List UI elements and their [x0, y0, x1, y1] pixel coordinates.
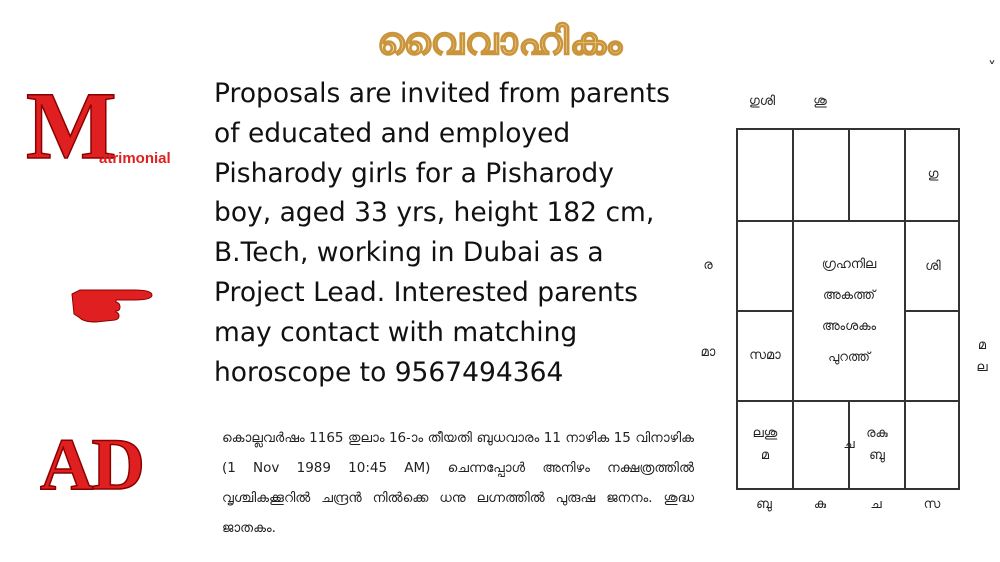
corner-mark: ˅	[988, 58, 996, 77]
proposal-line: boy, aged 33 yrs, height 182 cm,	[214, 197, 655, 229]
horoscope-right-label: ല	[976, 360, 988, 375]
horoscope-cell-r3c1: സമാ	[749, 348, 781, 363]
horoscope-chart	[736, 128, 960, 490]
horoscope-center	[794, 222, 904, 400]
proposal-line: of educated and employed	[214, 117, 571, 149]
matrimonial-label: atrimonial	[99, 150, 171, 167]
horoscope-center-text: ഗ്രഹനില	[821, 257, 877, 272]
horoscope-top-label: ഗുശി	[748, 94, 776, 109]
proposal-line: horoscope to 9567494364	[214, 356, 564, 388]
birth-details: കൊല്ലവർഷം 1165 തുലാം 16-ാം തീയതി ബുധവാരം 11 നാഴിക 15 വിനാഴിക (1 Nov 1989 10:45 AM) ചെന്നപ്പോൾ അനിഴം നക്ഷത്രത്തിൽ വൃശ്ചികക്കൂറിൽ ചന്ദ്രൻ നിൽക്കെ ധനു ലഗ്നത്തിൽ പുരുഷ ജനനം. ശുദ്ധ ജാതകം.	[222, 430, 694, 536]
horoscope-cell-r2c4: ശി	[925, 259, 941, 274]
matrimonial-initial: M	[26, 72, 117, 179]
proposal-line: may contact with matching	[214, 316, 578, 348]
horoscope-bottom-label: സ	[923, 497, 941, 512]
proposal-line: Project Lead. Interested parents	[214, 276, 638, 308]
page-title: വൈവാഹികം	[377, 18, 623, 63]
horoscope-cell-r4c3	[850, 402, 904, 488]
proposal-line: B.Tech, working in Dubai as a	[214, 237, 604, 269]
horoscope-left-label: മാ	[700, 345, 716, 360]
horoscope-top-label: ശു	[813, 94, 827, 109]
horoscope-cell-r1c4: ഗു	[927, 167, 939, 182]
proposal-line: Proposals are invited from parents	[214, 78, 670, 109]
horoscope-cell-text: മ	[760, 448, 770, 463]
horoscope-cell-text: രകു	[866, 426, 888, 441]
horoscope-right-label: മ	[977, 338, 987, 353]
horoscope-left-label: ര	[703, 258, 713, 273]
horoscope-bottom-label: ച	[870, 497, 882, 512]
proposal-line: Pisharody girls for a Pisharody	[214, 157, 614, 189]
horoscope-cell-text: ലശു	[752, 426, 778, 441]
ad-label: AD	[40, 424, 143, 506]
horoscope-center-text: പുറത്ത്	[828, 350, 870, 365]
horoscope-cell-r4c2: ച	[843, 437, 855, 452]
horoscope-center-text: അകത്ത്	[822, 288, 876, 303]
horoscope-bottom-label: കു	[813, 497, 827, 512]
proposal-text	[214, 74, 704, 392]
horoscope-cell-r4c1	[738, 402, 792, 488]
horoscope-bottom-label: ബു	[756, 497, 772, 512]
horoscope-cell-text: ബു	[869, 448, 885, 463]
horoscope-center-text: അംശകം	[821, 319, 877, 334]
pointing-hand-icon	[70, 282, 154, 324]
